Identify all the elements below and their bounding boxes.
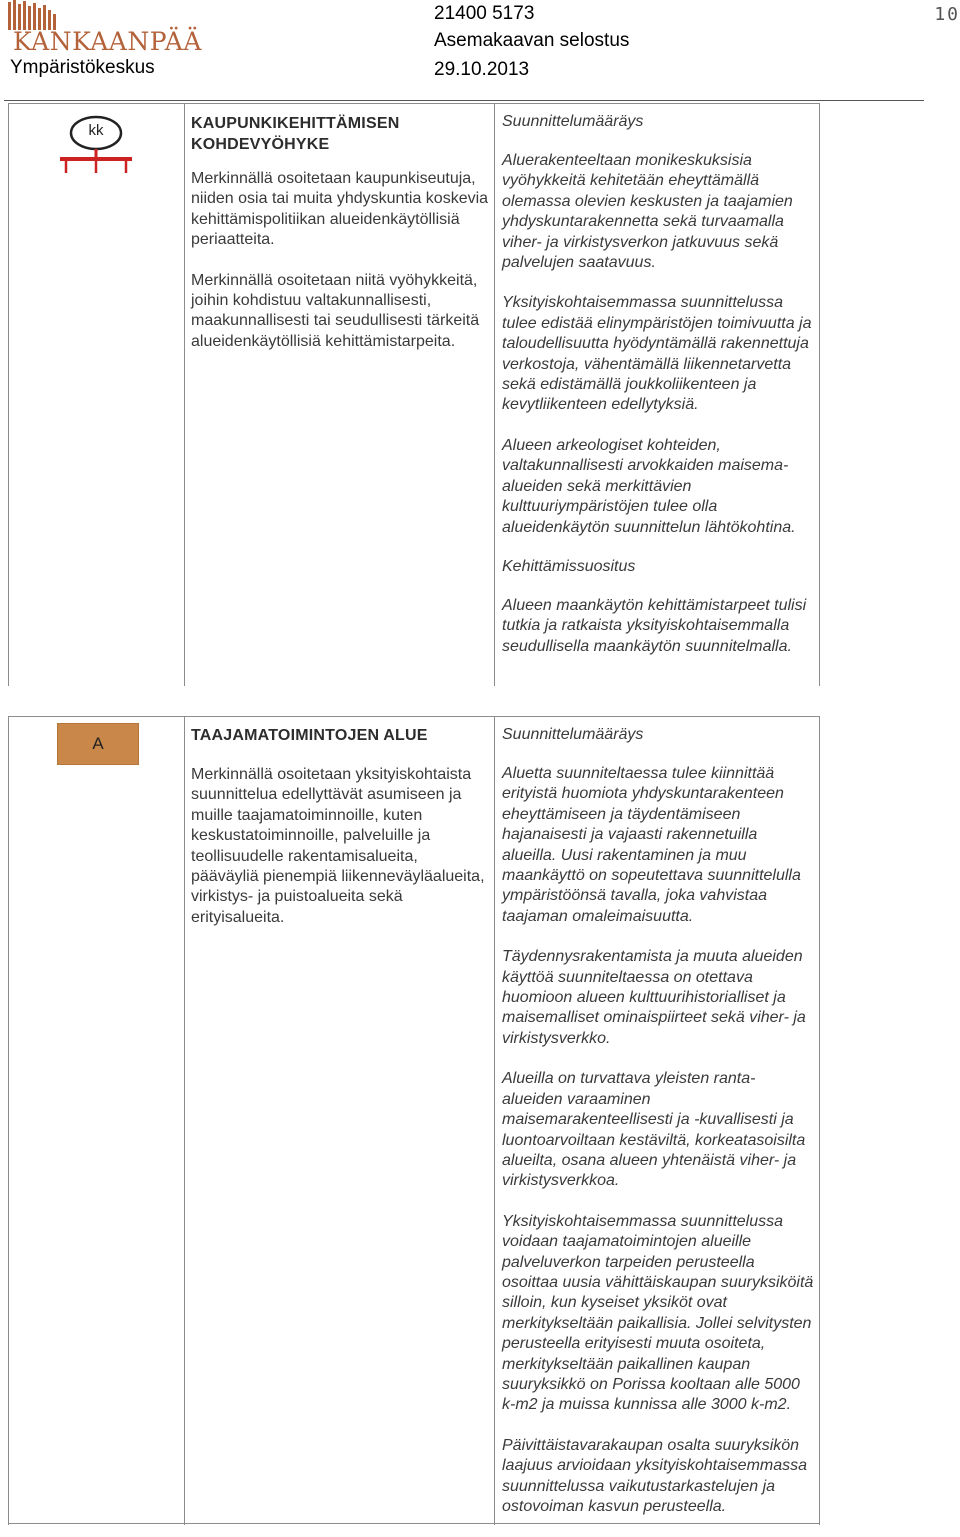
regulation-paragraph: Alueilla on turvattava yleisten ranta-alueiden varaaminen maisemarakenteellisesti ja -kuvallisesti ja luontoarvoiltaan kestäviltä, korkeatasoisilta alueilta, osana alueen yhtenäistä viher- ja virkistysverkkoa.	[502, 1070, 806, 1190]
regulation-paragraph: Aluetta suunniteltaessa tulee kiinnittää erityistä huomiota yhdyskuntarakenteen eheyttämiseen ja täydentämiseen hajanaisesti ja vajaasti rakennetuilla alueilla. Uusi rakentaminen ja muu maankäyttö on sopeutettava suunnittelulla ympäristöönsä tavalla, joka vahvistaa taajaman omaleimaisuutta.	[502, 765, 801, 925]
recommendation-heading: Kehittämissuositus	[502, 557, 636, 575]
description-paragraph: Merkinnällä osoitetaan niitä vyöhykkeitä, joihin kohdistuu valtakunnallisesti, maakunnallisesti tai seudullisesti tärkeitä alueidenkäytöllisiä kehittämistarpeita.	[191, 271, 480, 350]
a-regulations	[502, 726, 815, 1537]
logo-text: KANKAANPÄÄ	[13, 27, 202, 56]
regulation-paragraph: Aluerakenteeltaan monikeskuksisia vyöhykkeitä kehitetään eheyttämällä olemassa olevien keskusten ja taajamien yhdyskuntarakennetta sekä turvaamalla viher- ja virkistysverkon jatkuvuus sekä palvelujen saatavuus.	[502, 152, 793, 272]
regulation-paragraph: Alueen maankäytön kehittämistarpeet tulisi tutkia ja ratkaista yksityiskohtaisemmalla seudullisella maankäytön suunnitelmalla.	[502, 596, 807, 655]
description-paragraph: Merkinnällä osoitetaan kaupunkiseutuja, niiden osia tai muita yhdyskuntia koskevia kehittämispolitiikan alueidenkäytöllisiä periaatteita.	[191, 170, 489, 249]
regulation-heading: Suunnittelumääräys	[502, 726, 644, 743]
regulation-paragraph: Yksityiskohtaisemmassa suunnittelussa tulee edistää elinympäristöjen toimivuutta ja taloudellisuutta hyödyntämällä rakennettuja verkostoja, vähentämällä liikennetarvetta sekä edistämällä joukkoliikenteen ja kevytliikenteen edellytyksiä.	[502, 294, 812, 414]
document-title: Asemakaavan selostus	[434, 30, 630, 51]
document-date: 29.10.2013	[434, 59, 530, 80]
department-name: Ympäristökeskus	[10, 57, 155, 78]
regulation-paragraph: Alueen arkeologiset kohteiden, valtakunnallisesti arvokkaiden maisema-alueiden sekä merkittävien kulttuuriympäristöjen tulee olla alueidenkäytön suunnittelun lähtökohtina.	[502, 436, 796, 536]
regulation-paragraph: Yksityiskohtaisemmassa suunnittelussa voidaan taajamatoimintojen alueille palveluverkon tarpeiden perusteella osoittaa uusia vähittäiskaupan suuryksiköitä silloin, kun kyseiset yksiköt ovat merkitykseltään paikallisia. Jollei selvitysten perusteella erityisesti muuta osoiteta, merkitykseltään paikallinen kaupan suuryksikkö on Porissa kooltaan alle 5000 k-m2 ja muissa kunnissa alle 3000 k-m2.	[502, 1212, 814, 1414]
kk-description	[191, 113, 489, 372]
legend-table-a	[8, 716, 820, 1525]
page-number: 10	[934, 4, 960, 25]
a-zone-symbol	[57, 723, 139, 765]
a-description	[191, 725, 489, 948]
logo-emblem-icon	[8, 0, 78, 30]
kk-symbol-label: kk	[88, 122, 104, 139]
regulation-heading: Suunnittelumääräys	[502, 113, 644, 130]
document-number: 21400 5173	[434, 3, 535, 24]
regulation-paragraph: Täydennysrakentamista ja muuta alueiden käyttöä suunniteltaessa on otettava huomioon alueen kulttuurihistorialliset ja maisemalliset ominaispiirteet sekä viher- ja virkistysverkko.	[502, 948, 806, 1047]
section-title: TAAJAMATOIMINTOJEN ALUE	[191, 727, 428, 744]
section-title: KAUPUNKIKEHITTÄMISEN KOHDEVYÖHYKE	[191, 115, 400, 153]
description-paragraph: Merkinnällä osoitetaan yksityiskohtaista suunnittelua edellyttävät asumiseen ja muille taajamatoiminnoille, kuten keskustatoiminnoille, palveluille ja teollisuudelle rakentamisalueita, pääväyliä pienempiä liikenneväyläalueita, virkistys- ja puistoalueita sekä erityisalueita.	[191, 766, 485, 926]
a-symbol-label: A	[92, 734, 104, 753]
logo	[8, 0, 218, 56]
header-divider	[4, 100, 924, 101]
regulation-paragraph: Päivittäistavarakaupan osalta suuryksikön laajuus arvioidaan yksityiskohtaisemmassa suunnittelussa vaikutustarkastelujen ja ostovoiman kasvun perusteella.	[502, 1436, 808, 1515]
legend-table-kk	[8, 103, 820, 686]
kk-symbol	[58, 113, 138, 183]
kk-regulations	[502, 113, 815, 677]
